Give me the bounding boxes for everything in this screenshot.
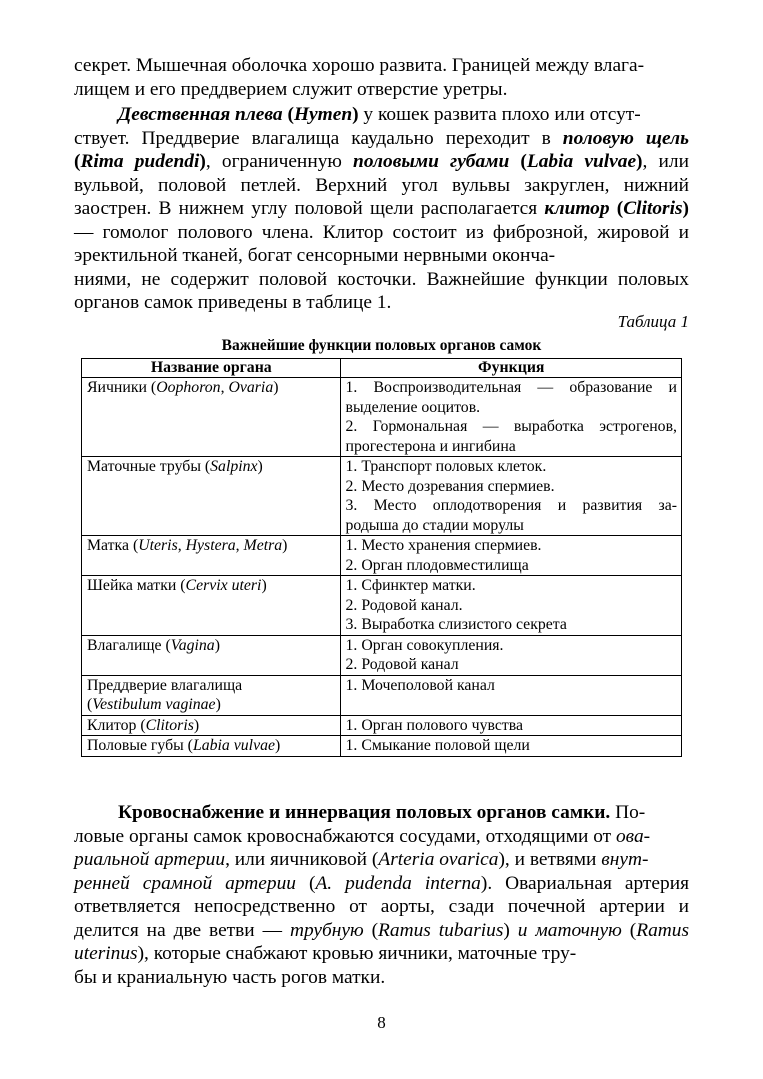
text-run: , или яичниковой ( bbox=[225, 849, 379, 870]
organ-text: ) bbox=[215, 696, 221, 713]
text-run: ), и ветвями bbox=[498, 849, 602, 870]
organ-name-cell bbox=[82, 457, 341, 536]
function-line: 1. Смыкание половой щели bbox=[345, 737, 530, 754]
function-line: 1. Мочеполовой канал bbox=[345, 676, 495, 694]
text-run: ренней срамной артерии bbox=[74, 872, 296, 894]
text-run: Девственная плева bbox=[118, 104, 283, 125]
organ-text: ) bbox=[257, 458, 263, 475]
function-line: 1. Воспроизводительная — образование и bbox=[345, 379, 677, 396]
organ-text: ) bbox=[214, 636, 220, 654]
organ-name-line bbox=[87, 695, 336, 715]
text-run: половую щель bbox=[562, 127, 689, 149]
function-cell bbox=[340, 378, 681, 457]
table-body bbox=[82, 378, 682, 757]
text-run: ( bbox=[609, 198, 624, 219]
function-line: 1. Орган совокупления. bbox=[345, 636, 504, 654]
table-number-label: Таблица 1 bbox=[617, 312, 689, 331]
page-number: 8 bbox=[377, 1013, 386, 1032]
text-run: ( bbox=[74, 151, 81, 172]
text-run: внут- bbox=[601, 849, 649, 870]
function-line: 1. Транспорт половых клеток. bbox=[345, 458, 547, 475]
function-cell bbox=[340, 675, 681, 715]
text-run: ниями, не содержит половой косточки. Важнейшие функции половых органов самок приведены в таблице 1. bbox=[74, 268, 689, 313]
latin-term: Vestibulum vaginae bbox=[92, 696, 216, 713]
latin-term: Clitoris bbox=[145, 716, 194, 734]
latin-term: Salpinx bbox=[210, 458, 258, 475]
text-run: По- bbox=[610, 802, 646, 823]
paragraph-hymen-vulva bbox=[74, 103, 689, 315]
organ-name-line bbox=[87, 636, 336, 656]
function-line: 2. Гормональная — выработка эстрогенов, bbox=[345, 418, 677, 435]
function-cell bbox=[340, 715, 681, 736]
text-run: трубную bbox=[289, 919, 364, 941]
text-run: ствует. Преддверие влагалища каудально переходит в bbox=[74, 127, 563, 149]
function-cell bbox=[340, 736, 681, 757]
organ-text: Шейка матки ( bbox=[87, 577, 186, 594]
header-function: Функция bbox=[340, 359, 681, 378]
function-line: 3. Место оплодотворения и развития за- bbox=[345, 497, 677, 514]
organ-text: ) bbox=[261, 577, 267, 594]
organ-text: Влагалище ( bbox=[87, 636, 171, 654]
organ-text: ) bbox=[275, 737, 281, 754]
organ-text: , bbox=[235, 537, 244, 554]
text-run: ( bbox=[509, 151, 527, 172]
text-run: , ограниченную bbox=[205, 151, 354, 172]
organ-text: ) bbox=[273, 379, 279, 396]
text-run: , или вульвой, половой петлей. Верхний угол вульвы закруглен, нижний заострен. В нижнем углу половой щели располагается bbox=[74, 151, 689, 219]
text-run: ) bbox=[636, 151, 643, 172]
function-line: 1. Сфинктер матки. bbox=[345, 577, 476, 594]
text-run: секрет. Мышечная оболочка хорошо развита. Границей между влага- bbox=[74, 55, 645, 76]
organ-text: ( bbox=[87, 696, 93, 713]
text-run: ) bbox=[503, 919, 518, 941]
organ-text: Матка ( bbox=[87, 537, 139, 554]
function-line: 2. Родовой канал bbox=[345, 656, 459, 673]
table-header-row bbox=[82, 359, 682, 378]
text-run: ), которые снабжают кровью яичники, маточные тру- bbox=[137, 943, 577, 964]
function-line: 1. Место хранения спермиев. bbox=[345, 537, 542, 554]
text-run: и маточную bbox=[517, 919, 622, 941]
organ-text: Клитор ( bbox=[87, 716, 146, 734]
text-run: ловые органы самок кровоснабжаются сосудами, отходящими от bbox=[74, 825, 616, 847]
organ-functions-table bbox=[81, 358, 682, 757]
table-row bbox=[82, 736, 682, 757]
table-row bbox=[82, 576, 682, 636]
organ-name-line bbox=[87, 676, 336, 696]
text-run: половыми губами bbox=[353, 151, 510, 172]
organ-name-line bbox=[87, 457, 336, 477]
text-run: ). Овариальная артерия ответвляется непосредственно от аорты, сзади почечной артерии и делится на две ветви — bbox=[74, 872, 689, 941]
text-run: ( bbox=[282, 104, 294, 125]
table-row bbox=[82, 635, 682, 675]
latin-term: Labia vulvae bbox=[192, 737, 275, 754]
function-line: родыша до стадии морулы bbox=[345, 516, 524, 534]
organ-name-cell bbox=[82, 536, 341, 576]
text-run: клитор bbox=[544, 198, 610, 219]
latin-term: Cervix uteri bbox=[185, 577, 262, 594]
latin-term: Metra bbox=[243, 537, 283, 554]
organ-name-line bbox=[87, 536, 336, 556]
function-line: прогестерона и ингибина bbox=[345, 437, 516, 455]
paragraph-vagina-end bbox=[74, 54, 689, 101]
organ-text: , bbox=[220, 379, 229, 396]
organ-name-line bbox=[87, 378, 336, 398]
text-run: риальной артерии bbox=[74, 849, 226, 870]
text-run: Clitoris bbox=[623, 198, 683, 219]
function-cell bbox=[340, 576, 681, 636]
function-cell bbox=[340, 536, 681, 576]
latin-term: Vagina bbox=[170, 636, 215, 654]
table-row bbox=[82, 675, 682, 715]
function-line: 2. Место дозревания спермиев. bbox=[345, 477, 555, 495]
text-run: лищем и его преддверием служит отверстие уретры. bbox=[74, 78, 508, 100]
text-run: ( bbox=[621, 919, 637, 941]
organ-name-line bbox=[87, 576, 336, 596]
table-row bbox=[82, 536, 682, 576]
function-cell bbox=[340, 635, 681, 675]
organ-name-cell bbox=[82, 576, 341, 636]
organ-text: Маточные трубы ( bbox=[87, 458, 211, 475]
header-organ-name: Название органа bbox=[82, 359, 341, 378]
text-run: Arteria ovarica bbox=[378, 849, 499, 870]
organ-name-cell bbox=[82, 635, 341, 675]
text-run: у кошек развита плохо или отсут- bbox=[358, 104, 641, 125]
text-run: ) bbox=[352, 104, 359, 125]
text-run: ) bbox=[199, 151, 206, 172]
text-run: ) bbox=[682, 198, 689, 219]
latin-term: Oophoron bbox=[156, 379, 221, 396]
text-run: ( bbox=[363, 919, 379, 941]
latin-term: Uteris bbox=[138, 537, 178, 554]
text-run: — гомолог полового члена. Клитор состоит из фиброзной, жировой и эректильной тканей, богат сенсорными нервными оконча- bbox=[74, 221, 689, 266]
table-row bbox=[82, 715, 682, 736]
organ-name-line bbox=[87, 716, 336, 736]
organ-name-cell bbox=[82, 736, 341, 757]
organ-name-line bbox=[87, 736, 336, 756]
function-cell bbox=[340, 457, 681, 536]
text-run: бы и краниальную часть рогов матки. bbox=[74, 966, 386, 988]
function-line: 3. Выработка слизистого секрета bbox=[345, 616, 567, 633]
text-run: Кровоснабжение и иннервация половых органов самки. bbox=[118, 802, 611, 823]
function-line: 1. Орган полового чувства bbox=[345, 716, 524, 734]
organ-text: ) bbox=[282, 537, 288, 554]
text-run: ( bbox=[296, 872, 316, 894]
organ-text: Преддверие влагалища bbox=[87, 676, 243, 694]
organ-text: , bbox=[177, 537, 186, 554]
table-row bbox=[82, 457, 682, 536]
organ-name-cell bbox=[82, 675, 341, 715]
text-run: Rima pudendi bbox=[80, 151, 200, 172]
table-row bbox=[82, 378, 682, 457]
latin-term: Ovaria bbox=[228, 379, 274, 396]
table-caption: Важнейшие функции половых органов самок bbox=[221, 337, 542, 354]
organ-text: Половые губы ( bbox=[87, 737, 193, 754]
function-line: 2. Родовой канал. bbox=[345, 596, 463, 614]
latin-term: Hystera bbox=[185, 537, 236, 554]
organ-name-cell bbox=[82, 378, 341, 457]
organ-name-cell bbox=[82, 715, 341, 736]
function-line: 2. Орган плодовместилища bbox=[345, 556, 529, 574]
organ-text: ) bbox=[193, 716, 200, 734]
text-run: ова- bbox=[615, 825, 651, 847]
paragraph-blood-supply bbox=[74, 801, 689, 989]
text-run: Ramus tubarius bbox=[378, 919, 504, 941]
text-run: A. pudenda interna bbox=[315, 872, 481, 894]
text-run: Labia vulvae bbox=[526, 151, 637, 172]
text-run: Ramus uterinus bbox=[74, 919, 690, 964]
text-run: Hymen bbox=[293, 104, 353, 125]
function-line: выделение ооцитов. bbox=[345, 398, 481, 416]
organ-text: Яичники ( bbox=[87, 379, 157, 396]
